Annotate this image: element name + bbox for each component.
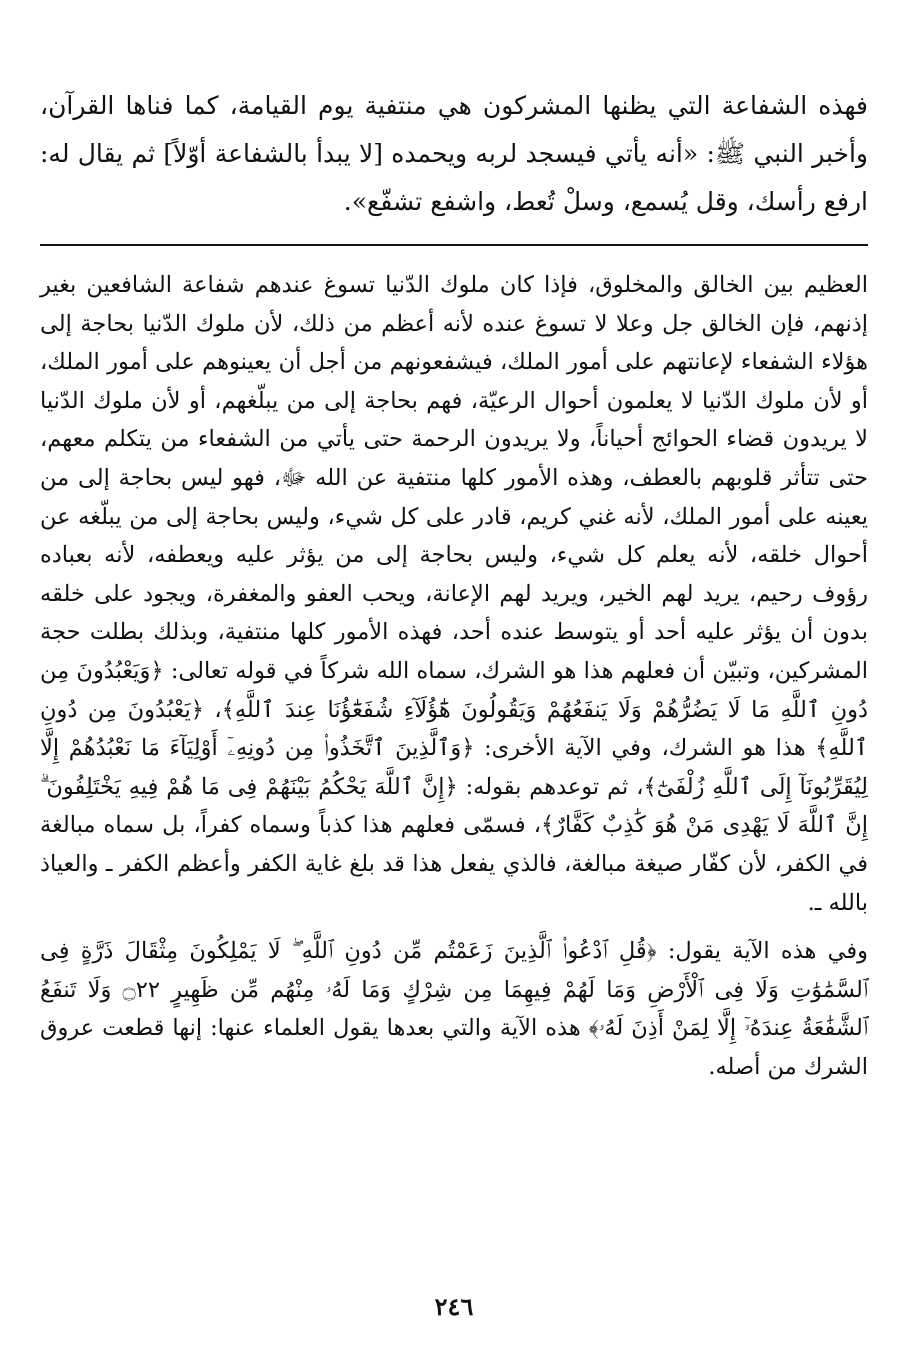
main-paragraph: وفي هذه الآية يقول: ﴿قُلِ ٱدْعُوا۟ ٱلَّذِينَ زَعَمْتُم مِّن دُونِ ٱللَّهِ ۖ لَا يَمْلِكُونَ مِثْقَالَ ذَرَّةٍ فِى ٱلسَّمَٰوَٰتِ وَلَا فِى ٱلْأَرْضِ وَمَا لَهُمْ فِيهِمَا مِن شِرْكٍ وَمَا لَهُۥ مِنْهُم مِّن ظَهِيرٍ ۝٢٢ وَلَا تَنفَعُ ٱلشَّفَٰعَةُ عِندَهُۥٓ إِلَّا لِمَنْ أَذِنَ لَهُۥ﴾ هذه الآية والتي بعدها يقول العلماء عنها: إنها قطعت عروق الشرك من أصله. <box>40 938 868 1080</box>
main-section <box>40 266 868 1086</box>
section-divider <box>40 244 868 246</box>
top-paragraph: فهذه الشفاعة التي يظنها المشركون هي منتفية يوم القيامة، كما فناها القرآن، وأخبر النبي ﷺ: «أنه يأتي فيسجد لربه ويحمده [لا يبدأ بالشفاعة أوّلاً] ثم يقال له: ارفع رأسك، وقل يُسمع، وسلْ تُعط، واشفع تشفّع». <box>40 91 868 216</box>
main-paragraph: العظيم بين الخالق والمخلوق، فإذا كان ملوك الدّنيا تسوغ عندهم شفاعة الشافعين بغير إذنهم، فإن الخالق جل وعلا لا تسوغ عنده لأنه أعظم من ذلك، لأن ملوك الدّنيا بحاجة إلى هؤلاء الشفعاء لإعانتهم على أمور الملك، فيشفعونهم من أجل أن يعينوهم على أمور الملك، أو لأن ملوك الدّنيا لا يعلمون أحوال الرعيّة، فهم بحاجة إلى من يبلّغهم، أو لأن ملوك الدّنيا لا يريدون قضاء الحوائج أحياناً، ولا يريدون الرحمة حتى يأتي من الشفعاء من يتكلم معهم، حتى تتأثر قلوبهم بالعطف، وهذه الأمور كلها منتفية عن الله ﷻ، فهو ليس بحاجة إلى من يعينه على أمور الملك، لأنه غني كريم، قادر على كل شيء، وليس بحاجة إلى من يبلّغه عن أحوال خلقه، لأنه يعلم كل شيء، وليس بحاجة إلى من يؤثر عليه ويعطفه، لأنه بعباده رؤوف رحيم، يريد لهم الخير، ويريد لهم الإعانة، ويحب العفو والمغفرة، ويجود على خلقه بدون أن يؤثر عليه أحد أو يتوسط عنده أحد، فهذه الأمور كلها منتفية، وبذلك بطلت حجة المشركين، وتبيّن أن فعلهم هذا هو الشرك، سماه الله شركاً في قوله تعالى: ﴿وَيَعْبُدُونَ مِن دُونِ ٱللَّهِ مَا لَا يَضُرُّهُمْ وَلَا يَنفَعُهُمْ وَيَقُولُونَ هَٰٓؤُلَآءِ شُفَعَٰٓؤُنَا عِندَ ٱللَّهِ﴾، ﴿يَعْبُدُونَ مِن دُونِ ٱللَّهِ﴾ هذا هو الشرك، وفي الآية الأخرى: ﴿وَٱلَّذِينَ ٱتَّخَذُوا۟ مِن دُونِهِۦٓ أَوْلِيَآءَ مَا نَعْبُدُهُمْ إِلَّا لِيُقَرِّبُونَآ إِلَى ٱللَّهِ زُلْفَىٰٓ﴾، ثم توعدهم بقوله: ﴿إِنَّ ٱللَّهَ يَحْكُمُ بَيْنَهُمْ فِى مَا هُمْ فِيهِ يَخْتَلِفُونَ ۗ إِنَّ ٱللَّهَ لَا يَهْدِى مَنْ هُوَ كَٰذِبٌ كَفَّارٌ﴾، فسمّى فعلهم هذا كذباً وسماه كفراً، بل سماه مبالغة في الكفر، لأن كفّار صيغة مبالغة، فالذي يفعل هذا قد بلغ غاية الكفر وأعظم الكفر ـ والعياذ بالله ـ. <box>40 272 868 916</box>
page-number: ٢٤٦ <box>434 1292 474 1321</box>
top-section <box>40 82 868 226</box>
